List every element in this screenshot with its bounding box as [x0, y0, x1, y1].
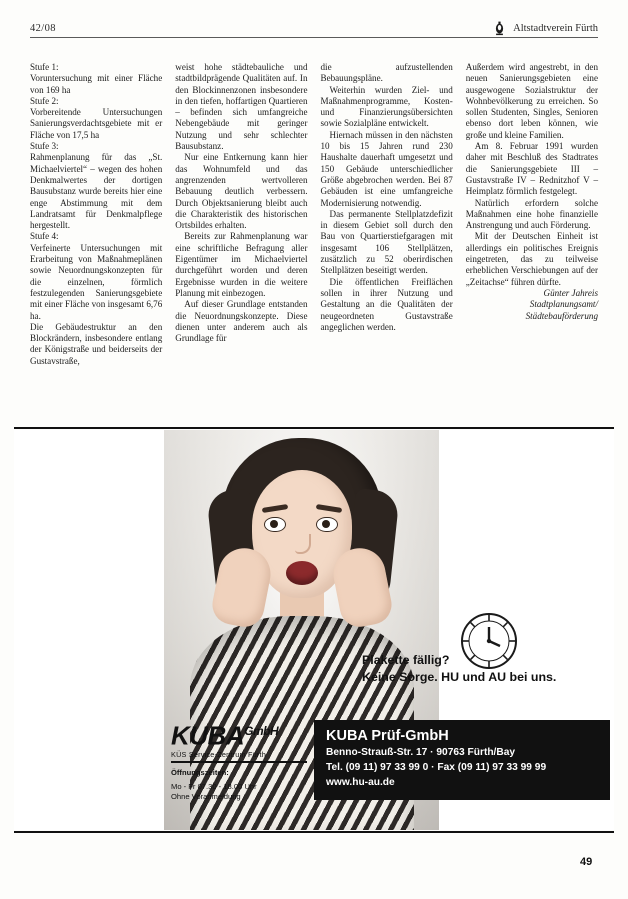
paragraph: Stufe 1: — [30, 62, 59, 72]
ad-divider-bottom — [14, 831, 614, 833]
opening-hours-title: Öffnungszeiten: — [171, 768, 229, 777]
advertisement — [14, 430, 614, 830]
paragraph: Bereits zur Rahmenplanung war eine schriftliche Befragung aller Eigentümer im Michaelviertel durchgeführt worden und deren Ergebnisse wurden in die weitere Planung mit einbezogen. — [175, 231, 308, 298]
paragraph: Außerdem wird angestrebt, in den neuen Sanierungsgebieten eine ausgewogene Sozialstruktur der Wohnbevölkerung zu erreichen. So sollen Studenten, Singles, Senioren ebenso dort leben können, wie große und kleine Familien. — [465, 62, 598, 140]
paragraph: Nur eine Entkernung kann hier das Wohnumfeld und das angrenzenden wertvolleren Bebauung deutlich verbessern. Durch Objektsanierung bleibt auch die Charakteristik des historischen Ortsbildes erhalten. — [175, 152, 308, 231]
ad-divider-top — [14, 427, 614, 429]
page-number: 49 — [580, 856, 593, 868]
ad-headline-line-2: Keine Sorge. HU und AU bei uns. — [362, 670, 557, 684]
paragraph: Verfeinerte Untersuchungen mit Erarbeitung von Maßnahmeplänen sowie Neuordnungskonzepten für die einzelnen, förmlich festzulegenden Sanierungsgebiete mit einer Fläche von insgesamt 6,76 ha. — [30, 242, 163, 321]
ad-headline — [362, 652, 610, 686]
company-address: Benno-Strauß-Str. 17 · 90763 Fürth/Bay — [326, 747, 516, 758]
paragraph: Natürlich erfordern solche Maßnahmen eine hohe finanzielle Anstrengung und auch Förderung. — [465, 197, 598, 231]
paragraph: die aufzustellenden Bebauungspläne. — [320, 62, 453, 84]
header-association — [493, 21, 598, 36]
signature-name: Günter Jahreis — [543, 287, 598, 298]
column-3 — [321, 62, 453, 412]
company-website[interactable]: www.hu-au.de — [326, 777, 395, 788]
signature-department: Städtebauförderung — [525, 310, 598, 321]
paragraph: Mit der Deutschen Einheit ist allerdings ein politisches Ereignis eingetreten, das zu teilweise erheblichen Verschiebungen auf der „Zeitachse“ führen dürfte. — [465, 231, 598, 287]
lantern-icon — [493, 21, 506, 36]
company-name: KUBA Prüf-GmbH — [326, 728, 449, 744]
header-divider — [30, 37, 598, 38]
paragraph: Stufe 4: — [30, 231, 59, 242]
signature-office: Stadtplanungsamt/ — [529, 299, 598, 310]
paragraph: Voruntersuchung mit einer Fläche von 169 ha — [30, 73, 163, 95]
paragraph: Die öffentlichen Freiflächen sollen in ihrer Nutzung und Gestaltung an die Qualitäten der neugeordneten Gustavstraße angeglichen werden. — [320, 276, 453, 332]
paragraph: Vorbereitende Untersuchungen Sanierungsverdachtsgebiete mit er Fläche von 17,5 ha — [30, 107, 163, 140]
kuba-logo-name: KUBA — [171, 720, 245, 751]
column-2 — [175, 62, 307, 412]
article-columns — [30, 62, 598, 412]
paragraph: Die Gebäudestruktur an den Blockrändern, insbesondere entlang der Königstraße und beiderseits der Gustavstraße, — [30, 321, 163, 366]
paragraph: Weiterhin wurden Ziel- und Maßnahmenprogramme, Kosten- und Finanzierungsübersichten sowie Sozialpläne entwickelt. — [320, 84, 453, 129]
page-header — [30, 18, 598, 38]
opening-hours-line-2: Ohne Voranmeldung — [171, 792, 241, 801]
kuba-logo — [171, 718, 307, 758]
paragraph: Stufe 3: — [30, 141, 59, 152]
paragraph: Am 8. Februar 1991 wurden daher mit Beschluß des Stadtrates die Sanierungsgebiete III – Gustavstraße IV – Rednitzhof V – Heimplatz förmlich festgelegt. — [465, 141, 598, 197]
opening-hours-line-1: Mo - Fr 07.30 - 18.00 Uhr — [171, 781, 257, 791]
company-phone: Tel. (09 11) 97 33 99 0 · Fax (09 11) 97 33 99 99 — [326, 762, 547, 773]
paragraph: Das permanente Stellplatzdefizit in diesem Gebiet soll durch den Bau von Quartierstiefgaragen mit insgesamt 106 Stellplätzen, zusätzlich zu 52 oberirdischen Stellplätzen beseitigt werden. — [320, 208, 453, 276]
paragraph: Hiernach müssen in den nächsten 10 bis 15 Jahren rund 230 Haushalte dauerhaft umgesetzt und 150 Gebäude unterschiedlicher Größe abgebrochen werden. Bei 87 Gebäuden ist eine umfangreiche Modernisierung notwendig. — [320, 129, 453, 208]
kuba-logo-rule — [171, 761, 307, 763]
folio-number: 42/08 — [30, 22, 56, 34]
column-4 — [466, 62, 598, 412]
kuba-logo-suffix: GmbH — [244, 724, 279, 738]
opening-hours — [171, 768, 311, 803]
ad-headline-line-1: Plakette fällig? — [362, 653, 450, 667]
kuba-logo-word — [171, 718, 307, 749]
contact-panel — [314, 720, 610, 800]
association-name: Altstadtverein Fürth — [513, 22, 598, 34]
paragraph: weist hohe städtebauliche und stadtbildprägende Qualitäten auf. In den Blockinnenzonen insbesondere in den tiefen, hoffartigen Quartieren – befinden sich umfangreiche Nebengebäude mit geringer Nutzung und sehr schlechter Bausubstanz. — [175, 62, 308, 152]
paragraph: Auf dieser Grundlage entstanden die Neuordnungskonzepte. Diese dienen unter anderem auch als Grundlage für — [175, 299, 308, 344]
paragraph: Stufe 2: — [30, 95, 59, 106]
kuba-logo-subtitle: KÜS Service-Zentrum Fürth — [171, 749, 267, 759]
column-1 — [30, 62, 162, 412]
paragraph: Rahmenplanung für das „St. Michaelviertel“ – wegen des hohen Denkmalwertes der dortigen Bausubstanz wurde bereits hier eine enge Abstimmung mit dem Landratsamt für Denkmalpflege hergestellt. — [30, 152, 163, 231]
